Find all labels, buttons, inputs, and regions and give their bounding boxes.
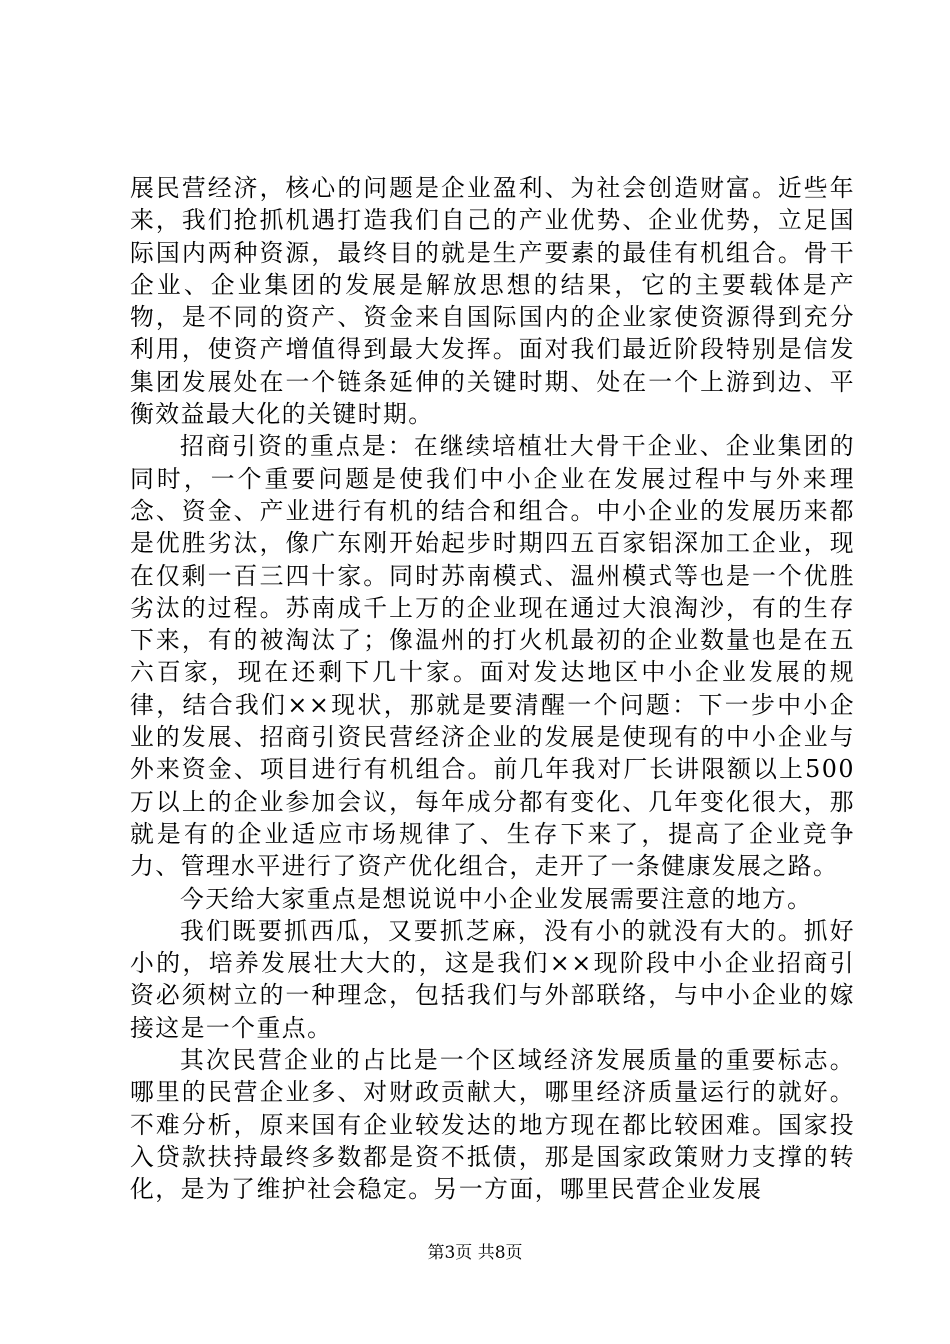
paragraph-today-topic: 今天给大家重点是想说说中小企业发展需要注意的地方。 bbox=[180, 884, 813, 913]
document-body bbox=[130, 172, 855, 1206]
page-number-label: 第3页 共8页 bbox=[427, 1243, 523, 1263]
paragraph-continuation: 展民营经济，核心的问题是企业盈利、为社会创造财富。近些年来，我们抢抓机遇打造我们自己的产业优势、企业优势，立足国际国内两种资源，最终目的就是生产要素的最佳有机组合。骨干企业、企业集团的发展是解放思想的结果，它的主要载体是产物，是不同的资产、资金来自国际国内的企业家使资源得到充分利用，使资产增值得到最大发挥。面对我们最近阶段特别是信发集团发展处在一个链条延伸的关键时期、处在一个上游到边、平衡效益最大化的关键时期。 bbox=[130, 174, 855, 429]
paragraph-private-enterprise-share: 其次民营企业的占比是一个区域经济发展质量的重要标志。哪里的民营企业多、对财政贡献大，哪里经济质量运行的就好。不难分析，原来国有企业较发达的地方现在都比较困难。国家投入贷款扶持最终多数都是资不抵债，那是国家政策财力支撑的转化，是为了维护社会稳定。另一方面，哪里民营企业发展 bbox=[130, 1046, 855, 1204]
page-footer bbox=[0, 1243, 950, 1263]
paragraph-watermelon-sesame: 我们既要抓西瓜，又要抓芝麻，没有小的就没有大的。抓好小的，培养发展壮大大的，这是我们××现阶段中小企业招商引资必须树立的一种理念，包括我们与外部联络，与中小企业的嫁接这是一个重点。 bbox=[130, 916, 855, 1042]
paragraph-investment-focus: 招商引资的重点是：在继续培植壮大骨干企业、企业集团的同时，一个重要问题是使我们中小企业在发展过程中与外来理念、资金、产业进行有机的结合和组合。中小企业的发展历来都是优胜劣汰，像广东刚开始起步时期四五百家铝深加工企业，现在仅剩一百三四十家。同时苏南模式、温州模式等也是一个优胜劣汰的过程。苏南成千上万的企业现在通过大浪淘沙，有的生存下来，有的被淘汰了；像温州的打火机最初的企业数量也是在五六百家，现在还剩下几十家。面对发达地区中小企业发展的规律，结合我们××现状，那就是要清醒一个问题：下一步中小企业的发展、招商引资民营经济企业的发展是使现有的中小企业与外来资金、项目进行有机组合。前几年我对厂长讲限额以上500万以上的企业参加会议，每年成分都有变化、几年变化很大，那就是有的企业适应市场规律了、生存下来了，提高了企业竞争力、管理水平进行了资产优化组合，走开了一条健康发展之路。 bbox=[130, 432, 855, 881]
